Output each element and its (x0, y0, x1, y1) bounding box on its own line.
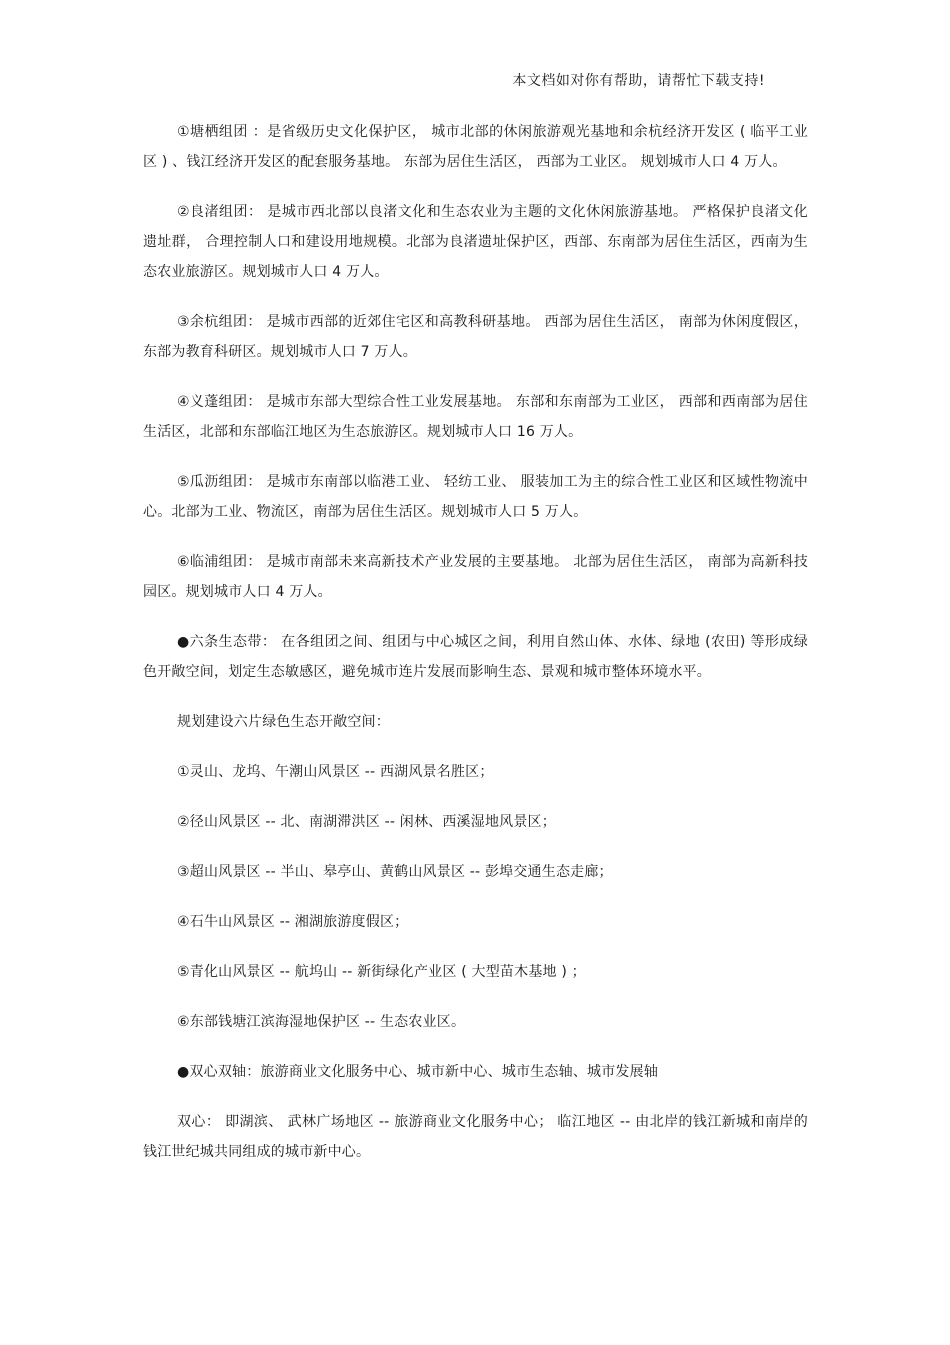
paragraph-open-space-intro: 规划建设六片绿色生态开敞空间： (177, 714, 390, 730)
paragraph-linpu-group: ⑥临浦组团： 是城市南部未来高新技术产业发展的主要基地。 北部为居住生活区， 南部为高新科技园区。规划城市人口 4 万人。 (143, 554, 808, 600)
paragraph-yipeng-group: ④义蓬组团： 是城市东部大型综合性工业发展基地。 东部和东南部为工业区， 西部和西南部为居住生活区，北部和东部临江地区为生态旅游区。规划城市人口 16 万人。 (143, 394, 808, 440)
list-item-open-space-4: ④石牛山风景区 -- 湘湖旅游度假区； (177, 914, 409, 930)
paragraph-guali-group: ⑤瓜沥组团： 是城市东南部以临港工业、 轻纺工业、 服装加工为主的综合性工业区和区域性物流中心。北部为工业、物流区，南部为居住生活区。规划城市人口 5 万人。 (143, 474, 808, 520)
list-item-open-space-2: ②径山风景区 -- 北、南湖滞洪区 -- 闲林、西溪湿地风景区； (177, 814, 556, 830)
document-body (143, 117, 808, 1167)
paragraph-tangqi-group: ①塘栖组团 ：是省级历史文化保护区， 城市北部的休闲旅游观光基地和余杭经济开发区 ( 临平工业区 ) 、钱江经济开发区的配套服务基地。 东部为居住生活区， 西部为工业区。 规划城市人口 4 万人。 (143, 124, 808, 170)
paragraph-dual-core-detail: 双心： 即湖滨、 武林广场地区 -- 旅游商业文化服务中心； 临江地区 -- 由北岸的钱江新城和南岸的钱江世纪城共同组成的城市新中心。 (143, 1114, 808, 1160)
paragraph-dual-core-dual-axis: ●双心双轴：旅游商业文化服务中心、城市新中心、城市生态轴、城市发展轴 (177, 1064, 659, 1080)
paragraph-liangzhu-group: ②良渚组团： 是城市西北部以良渚文化和生态农业为主题的文化休闲旅游基地。 严格保护良渚文化遗址群， 合理控制人口和建设用地规模。北部为良渚遗址保护区，西部、东南部为居住生活区，西南为生态农业旅游区。规划城市人口 4 万人。 (143, 204, 808, 280)
list-item-open-space-3: ③超山风景区 -- 半山、皋亭山、黄鹤山风景区 -- 彭埠交通生态走廊； (177, 864, 613, 880)
list-item-open-space-1: ①灵山、龙坞、午潮山风景区 -- 西湖风景名胜区； (177, 764, 494, 780)
list-item-open-space-6: ⑥东部钱塘江滨海湿地保护区 -- 生态农业区。 (177, 1014, 466, 1030)
paragraph-six-eco-belts: ●六条生态带： 在各组团之间、组团与中心城区之间，利用自然山体、水体、绿地 (农田) 等形成绿色开敞空间，划定生态敏感区，避免城市连片发展而影响生态、景观和城市整体环境水平。 (143, 634, 808, 680)
list-item-open-space-5: ⑤青化山风景区 -- 航坞山 -- 新街绿化产业区 ( 大型苗木基地 ) ； (177, 964, 586, 980)
paragraph-yuhang-group: ③余杭组团： 是城市西部的近郊住宅区和高教科研基地。 西部为居住生活区， 南部为休闲度假区，东部为教育科研区。规划城市人口 7 万人。 (143, 314, 808, 360)
page-header-note: 本文档如对你有帮助，请帮忙下载支持! (512, 73, 765, 89)
